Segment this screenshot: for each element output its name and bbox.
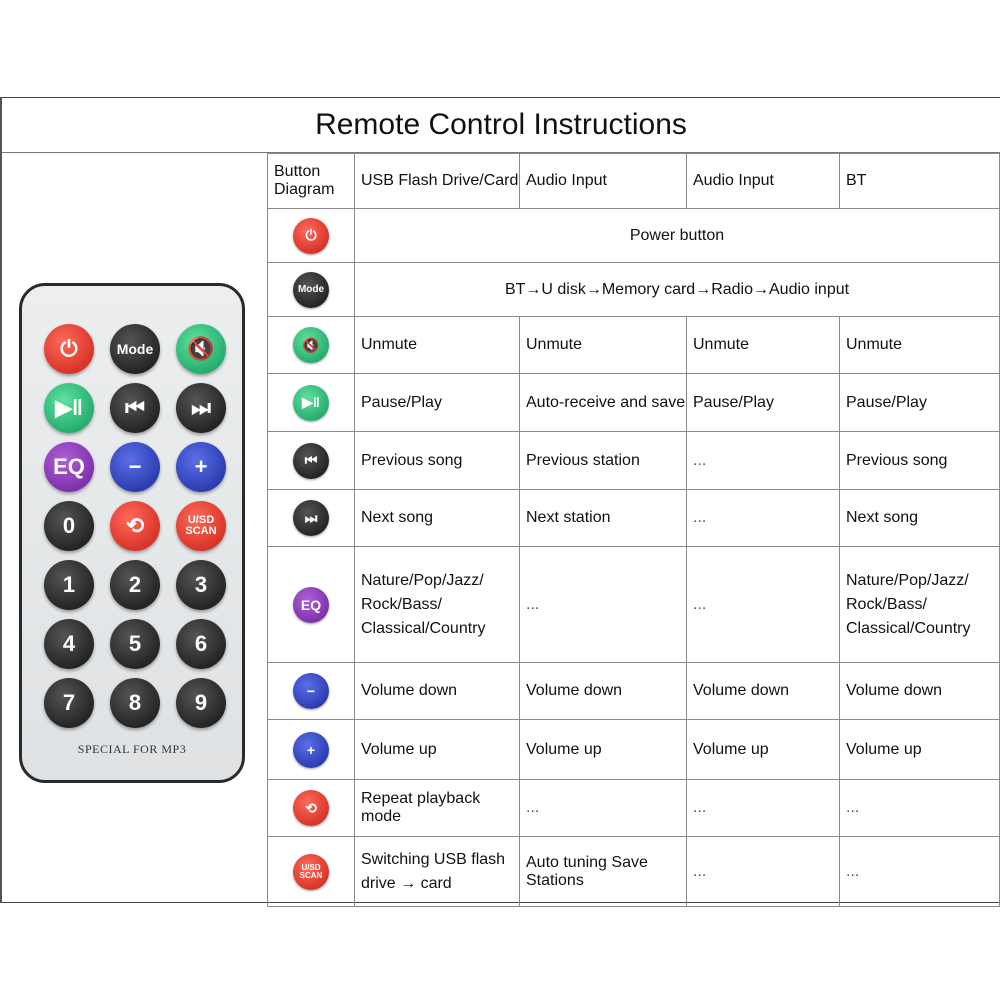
table-cell: ...	[687, 432, 840, 490]
remote-button-digit-3[interactable]: 3	[176, 560, 226, 610]
table-cell: Nature/Pop/Jazz/ Rock/Bass/ Classical/Country	[840, 547, 1000, 663]
remote-button-previous-icon[interactable]: ⏮	[110, 383, 160, 433]
previous-icon: ⏮	[293, 443, 329, 479]
remote-button-digit-8[interactable]: 8	[110, 678, 160, 728]
table-cell: Switching USB flash drive → card	[355, 837, 520, 907]
remote-button-digit-9[interactable]: 9	[176, 678, 226, 728]
remote-button-repeat-icon[interactable]: ⟲	[110, 501, 160, 551]
table-row	[268, 317, 1000, 374]
table-cell: Volume up	[355, 720, 520, 780]
table-cell: ...	[520, 547, 687, 663]
table-cell: ...	[687, 490, 840, 547]
table-cell: Pause/Play	[687, 374, 840, 432]
table-cell: ...	[687, 837, 840, 907]
table-cell: Pause/Play	[840, 374, 1000, 432]
page-title: Remote Control Instructions	[2, 98, 1000, 153]
remote-button-digit-0[interactable]: 0	[44, 501, 94, 551]
table-cell: Next song	[840, 490, 1000, 547]
remote-button-plus-icon[interactable]: +	[176, 442, 226, 492]
table-cell: Auto tuning Save Stations	[520, 837, 687, 907]
remote-button-digit-4[interactable]: 4	[44, 619, 94, 669]
usd-scan-icon: U/SD SCAN	[293, 854, 329, 890]
table-cell: Unmute	[520, 317, 687, 374]
remote-button-play-pause-icon[interactable]: ▶‖	[44, 383, 94, 433]
table-row	[268, 374, 1000, 432]
table-row	[268, 720, 1000, 780]
power-row	[268, 209, 1000, 263]
header-usb: USB Flash Drive/Card	[355, 154, 520, 209]
table-cell: Auto-receive and save	[520, 374, 687, 432]
table-cell: Next station	[520, 490, 687, 547]
table-cell: Volume up	[840, 720, 1000, 780]
table-cell: ...	[840, 780, 1000, 837]
remote-button-digit-5[interactable]: 5	[110, 619, 160, 669]
table-cell: Previous station	[520, 432, 687, 490]
remote-button-power-icon[interactable]: ⏻	[44, 324, 94, 374]
table-cell: Unmute	[687, 317, 840, 374]
table-cell: Volume down	[840, 663, 1000, 720]
table-cell: Nature/Pop/Jazz/ Rock/Bass/ Classical/Country	[355, 547, 520, 663]
table-cell: ...	[840, 837, 1000, 907]
remote-button-digit-1[interactable]: 1	[44, 560, 94, 610]
repeat-icon: ⟲	[293, 790, 329, 826]
table-row	[268, 432, 1000, 490]
remote-label: SPECIAL FOR MP3	[77, 742, 187, 756]
remote-button-usd-scan-icon[interactable]: U/SD SCAN	[176, 501, 226, 551]
mode-description: BT→U disk→Memory card→Radio→Audio input	[355, 263, 1000, 317]
remote-button-next-icon[interactable]: ⏭	[176, 383, 226, 433]
header-bt: BT	[840, 154, 1000, 209]
remote-button-mode-icon[interactable]: Mode	[110, 324, 160, 374]
table-cell: Unmute	[840, 317, 1000, 374]
table-cell: Previous song	[355, 432, 520, 490]
mode-icon: Mode	[293, 272, 329, 308]
header-audio-input-2: Audio Input	[687, 154, 840, 209]
header-row	[268, 154, 1000, 209]
table-row	[268, 547, 1000, 663]
header-audio-input-1: Audio Input	[520, 154, 687, 209]
remote-button-minus-icon[interactable]: −	[110, 442, 160, 492]
table-cell: Repeat playback mode	[355, 780, 520, 837]
mode-row	[268, 263, 1000, 317]
remote-control	[19, 283, 245, 783]
table-cell: Volume down	[687, 663, 840, 720]
remote-button-digit-6[interactable]: 6	[176, 619, 226, 669]
mute-icon: 🔇	[293, 327, 329, 363]
remote-button-digit-2[interactable]: 2	[110, 560, 160, 610]
header-button-diagram: Button Diagram	[268, 154, 355, 209]
table-row	[268, 780, 1000, 837]
next-icon: ⏭	[293, 500, 329, 536]
eq-icon: EQ	[293, 587, 329, 623]
play-pause-icon: ▶‖	[293, 385, 329, 421]
table-cell: Volume down	[355, 663, 520, 720]
table-cell: ...	[687, 780, 840, 837]
table-cell: ...	[687, 547, 840, 663]
table-cell: ...	[520, 780, 687, 837]
table-cell: Volume down	[520, 663, 687, 720]
plus-icon: +	[293, 732, 329, 768]
remote-button-digit-7[interactable]: 7	[44, 678, 94, 728]
minus-icon: −	[293, 673, 329, 709]
table-cell: Volume up	[520, 720, 687, 780]
table-row	[268, 490, 1000, 547]
remote-button-eq-icon[interactable]: EQ	[44, 442, 94, 492]
table-row	[268, 837, 1000, 907]
power-description: Power button	[355, 209, 1000, 263]
table-cell: Unmute	[355, 317, 520, 374]
table-cell: Volume up	[687, 720, 840, 780]
table-cell: Next song	[355, 490, 520, 547]
table-cell: Previous song	[840, 432, 1000, 490]
instructions-table	[267, 153, 1000, 907]
table-cell: Pause/Play	[355, 374, 520, 432]
table-row	[268, 663, 1000, 720]
remote-button-mute-icon[interactable]: 🔇	[176, 324, 226, 374]
power-icon: ⏻	[293, 218, 329, 254]
